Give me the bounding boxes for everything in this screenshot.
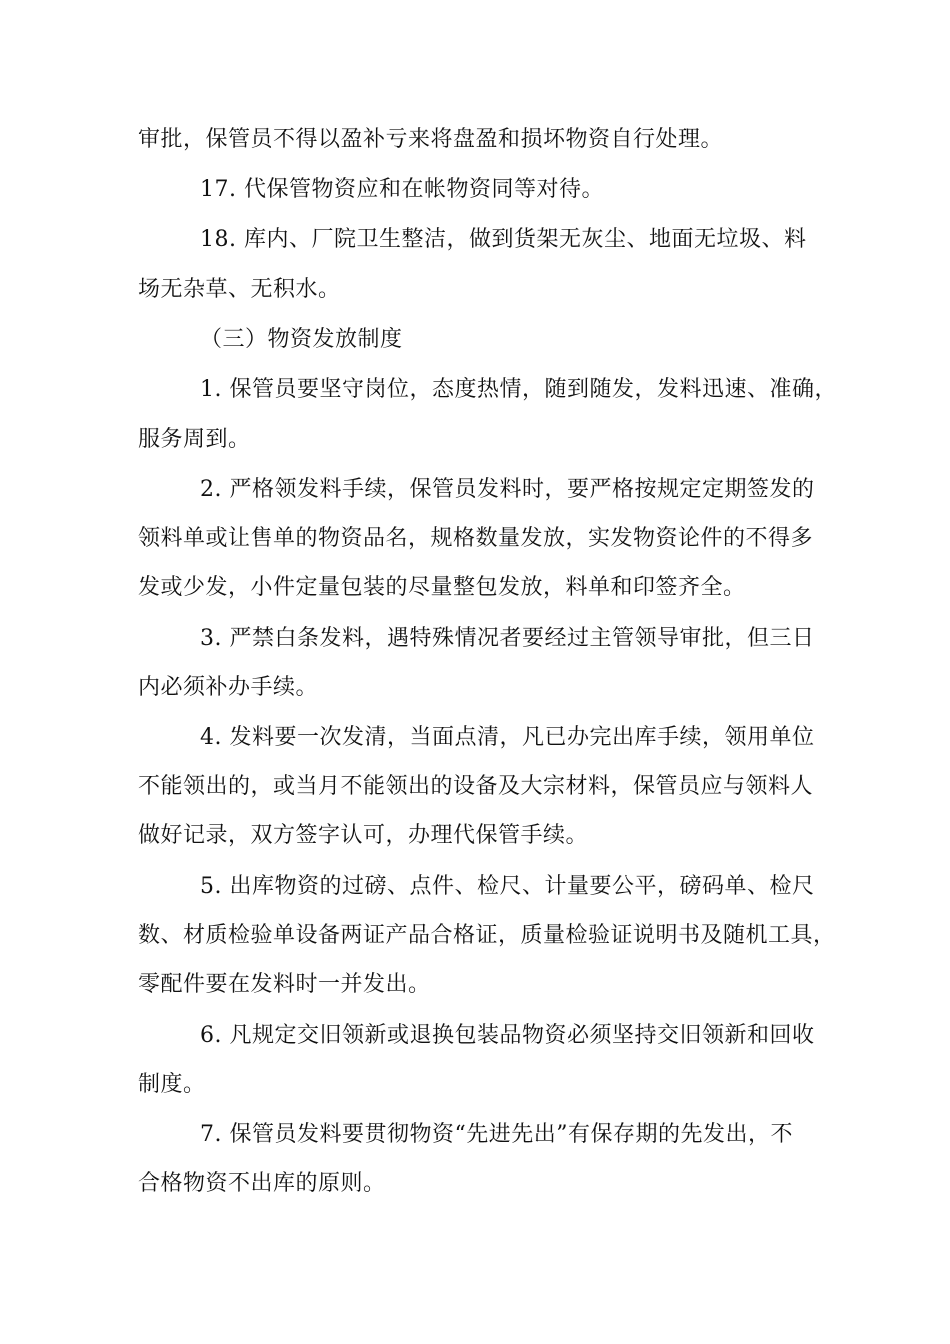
text-line: 服务周到。 bbox=[138, 427, 251, 452]
clause-7: 7. 保管员发料要贯彻物资“先进先出”有保存期的先发出，不 bbox=[200, 1122, 793, 1147]
clause-6: 6. 凡规定交旧领新或退换包装品物资必须坚持交旧领新和回收 bbox=[200, 1023, 815, 1048]
text-line: 零配件要在发料时一并发出。 bbox=[138, 972, 431, 997]
section-heading: （三）物资发放制度 bbox=[200, 327, 403, 352]
clause-17: 17. 代保管物资应和在帐物资同等对待。 bbox=[200, 177, 604, 202]
clause-4: 4. 发料要一次发清，当面点清，凡已办完出库手续，领用单位 bbox=[200, 725, 815, 750]
clause-18: 18. 库内、厂院卫生整洁，做到货架无灰尘、地面无垃圾、料 bbox=[200, 227, 807, 252]
text-line: 审批，保管员不得以盈补亏来将盘盈和损坏物资自行处理。 bbox=[138, 127, 724, 152]
text-line: 数、材质检验单设备两证产品合格证，质量检验证说明书及随机工具， bbox=[138, 923, 836, 948]
text-line: 制度。 bbox=[138, 1072, 206, 1097]
clause-5: 5. 出库物资的过磅、点件、检尺、计量要公平，磅码单、检尺 bbox=[200, 874, 815, 899]
text-line: 场无杂草、无积水。 bbox=[138, 277, 341, 302]
clause-3: 3. 严禁白条发料，遇特殊情况者要经过主管领导审批，但三日 bbox=[200, 626, 815, 651]
text-line: 发或少发，小件定量包装的尽量整包发放，料单和印签齐全。 bbox=[138, 575, 746, 600]
text-line: 内必须补办手续。 bbox=[138, 675, 319, 700]
text-line: 领料单或让售单的物资品名，规格数量发放，实发物资论件的不得多 bbox=[138, 526, 814, 551]
clause-1: 1. 保管员要坚守岗位，态度热情，随到随发，发料迅速、准确， bbox=[200, 377, 837, 402]
text-line: 合格物资不出库的原则。 bbox=[138, 1171, 386, 1196]
text-line: 不能领出的，或当月不能领出的设备及大宗材料，保管员应与领料人 bbox=[138, 774, 814, 799]
text-line: 做好记录，双方签字认可，办理代保管手续。 bbox=[138, 823, 589, 848]
clause-2: 2. 严格领发料手续，保管员发料时，要严格按规定定期签发的 bbox=[200, 477, 815, 502]
